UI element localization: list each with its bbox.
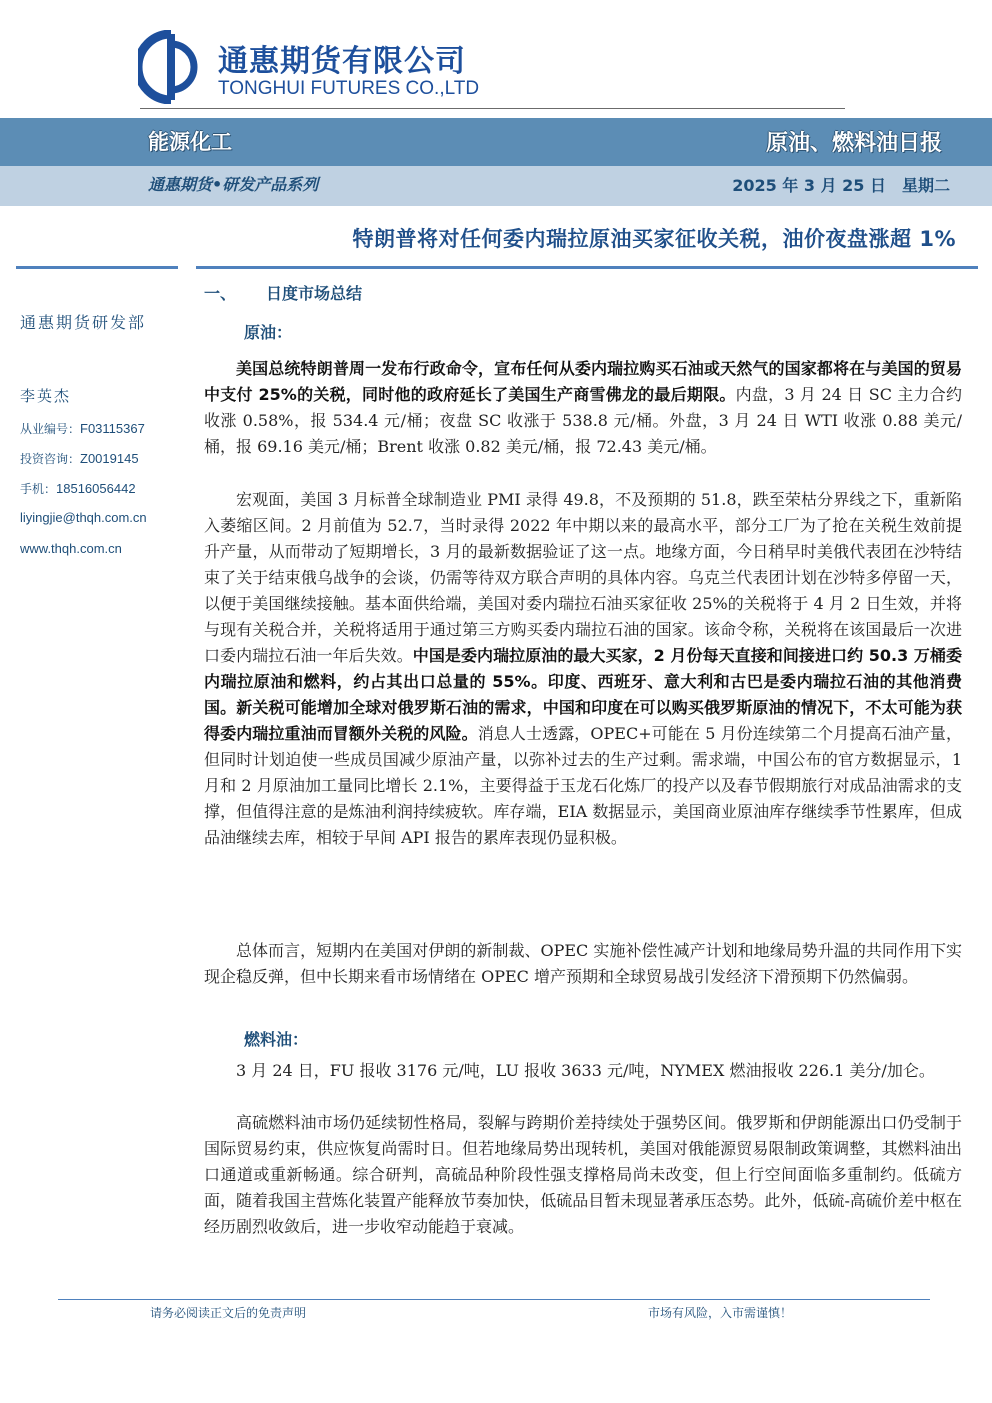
crude-paragraph-1	[204, 356, 962, 460]
company-logo	[138, 30, 498, 104]
footer-divider	[58, 1299, 930, 1300]
logo-mark-icon	[138, 30, 204, 104]
crude-p1-bold: 美国总统特朗普周一发布行政命令，宣布任何从委内瑞拉购买石油或天然气的国家都将在与美国的贸易中支付 25%的关税，同时他的政府延长了美国生产商雪佛龙的最后期限。	[204, 359, 962, 404]
section-number: 一、	[204, 284, 237, 303]
crude-p2-bold: 中国是委内瑞拉原油的最大买家，2 月份每天直接和间接进口约 50.3 万桶委内瑞拉原油和燃料，约占其出口总量的 55%。印度、西班牙、意大利和古巴是委内瑞拉石油的其他消费国。新关税可能增加全球对俄罗斯石油的需求，中国和印度在可以购买俄罗斯原油的情况下，不太可能为获得委内瑞拉重油而冒额外关税的风险。	[204, 646, 962, 743]
crude-paragraph-2	[204, 487, 962, 851]
phone-label: 手机：	[20, 482, 57, 496]
practice-number-row	[20, 420, 190, 435]
fuel-paragraph-2: 高硫燃料油市场仍延续韧性格局，裂解与跨期价差持续处于强势区间。俄罗斯和伊朗能源出口仍受制于国际贸易约束，供应恢复尚需时日。但若地缘局势出现转机，美国对俄能源贸易限制政策调整，其燃料油出口通道或重新畅通。综合研判，高硫品种阶段性强支撑格局尚未改变，但上行空间面临多重制约。低硫方面，随着我国主营炼化装置产能释放节奏加快，低硫品目暂未现显著承压态势。此外，低硫-高硫价差中枢在经历剧烈收敛后，进一步收窄动能趋于衰减。	[204, 1113, 962, 1236]
phone-row	[20, 480, 190, 495]
website-link[interactable]: www.thqh.com.cn	[20, 541, 122, 556]
consult-number: Z0019145	[80, 451, 139, 466]
headline-rule-left	[16, 266, 178, 269]
practice-number-label: 从业编号：	[20, 422, 81, 436]
sector-label: 能源化工	[148, 130, 232, 154]
crude-p2-text-a: 宏观面，美国 3 月标普全球制造业 PMI 录得 49.8，不及预期的 51.8，跌至荣枯分界线之下，重新陷入萎缩区间。2 月前值为 52.7，当时录得 2022 年中期以来的最高水平，部分工厂为了抢在关税生效前提升产量，从而带动了短期增长，3 月的最新数据验证了这一点。地缘方面，今日稍早时美俄代表团在沙特结束了关于结束俄乌战争的会谈，仍需等待双方联合声明的具体内容。乌克兰代表团计划在沙特多停留一天，以便于美国继续接触。基本面供给端，美国对委内瑞拉石油买家征收 25%的关税将于 4 月 2 日生效，并将与现有关税合并，关税将适用于通过第三方购买委内瑞拉石油的国家。该命令称，关税将在该国最后一次进口委内瑞拉石油一年后失效。	[204, 490, 962, 665]
section-title: 日度市场总结	[266, 284, 363, 303]
headline-rule-right	[196, 266, 978, 269]
consult-number-label: 投资咨询：	[20, 452, 81, 466]
disclaimer-note: 请务必阅读正文后的免责声明	[150, 1306, 307, 1320]
header-divider	[140, 108, 845, 109]
practice-number: F03115367	[80, 421, 145, 436]
phone-number: 18516056442	[56, 481, 136, 496]
department-name: 通惠期货研发部	[20, 313, 147, 332]
report-date: 2025 年 3 月 25 日 星期二	[732, 176, 950, 195]
series-label: 通惠期货•研发产品系列	[148, 175, 319, 194]
report-title: 原油、燃料油日报	[765, 131, 942, 156]
fuel-paragraph-1: 3 月 24 日，FU 报收 3176 元/吨，LU 报收 3633 元/吨，NYMEX 燃油报收 226.1 美分/加仑。	[236, 1061, 935, 1080]
crude-paragraph-3: 总体而言，短期内在美国对伊朗的新制裁、OPEC 实施补偿性减产计划和地缘局势升温的共同作用下实现企稳反弹，但中长期来看市场情绪在 OPEC 增产预期和全球贸易战引发经济下滑预期下仍然偏弱。	[204, 941, 962, 986]
crude-oil-heading: 原油：	[244, 323, 293, 342]
headline: 特朗普将对任何委内瑞拉原油买家征收关税，油价夜盘涨超 1%	[352, 227, 956, 251]
consult-number-row	[20, 450, 190, 465]
logo-wordmark-cn: 通惠期货有限公司	[218, 44, 466, 79]
risk-warning: 市场有风险，入市需谨慎！	[648, 1306, 793, 1320]
email-link[interactable]: liyingjie@thqh.com.cn	[20, 510, 147, 525]
analyst-name: 李英杰	[20, 387, 72, 405]
crude-p2-text-b: 消息人士透露，OPEC+可能在 5 月份连续第二个月提高石油产量，但同时计划迫使一些成员国减少原油产量，以弥补过去的生产过剩。需求端，中国公布的官方数据显示，1 月和 2 月原油加工量同比增长 2.1%，主要得益于玉龙石化炼厂的投产以及春节假期旅行对成品油需求的支撑，但值得注意的是炼油利润持续疲软。库存端，EIA 数据显示，美国商业原油库存继续季节性累库，但成品油继续去库，相较于早间 API 报告的累库表现仍显积极。	[204, 724, 962, 847]
fuel-oil-heading: 燃料油：	[244, 1030, 309, 1049]
crude-p1-text: 内盘，3 月 24 日 SC 主力合约收涨 0.58%，报 534.4 元/桶；夜盘 SC 收涨于 538.8 元/桶。外盘，3 月 24 日 WTI 收涨 0.88 美元/桶，报 69.16 美元/桶；Brent 收涨 0.82 美元/桶，报 72.43 美元/桶。	[204, 385, 962, 456]
section-heading	[204, 281, 362, 304]
logo-wordmark-en: TONGHUI FUTURES CO.,LTD	[218, 78, 480, 99]
analyst-sidebar	[20, 310, 190, 572]
